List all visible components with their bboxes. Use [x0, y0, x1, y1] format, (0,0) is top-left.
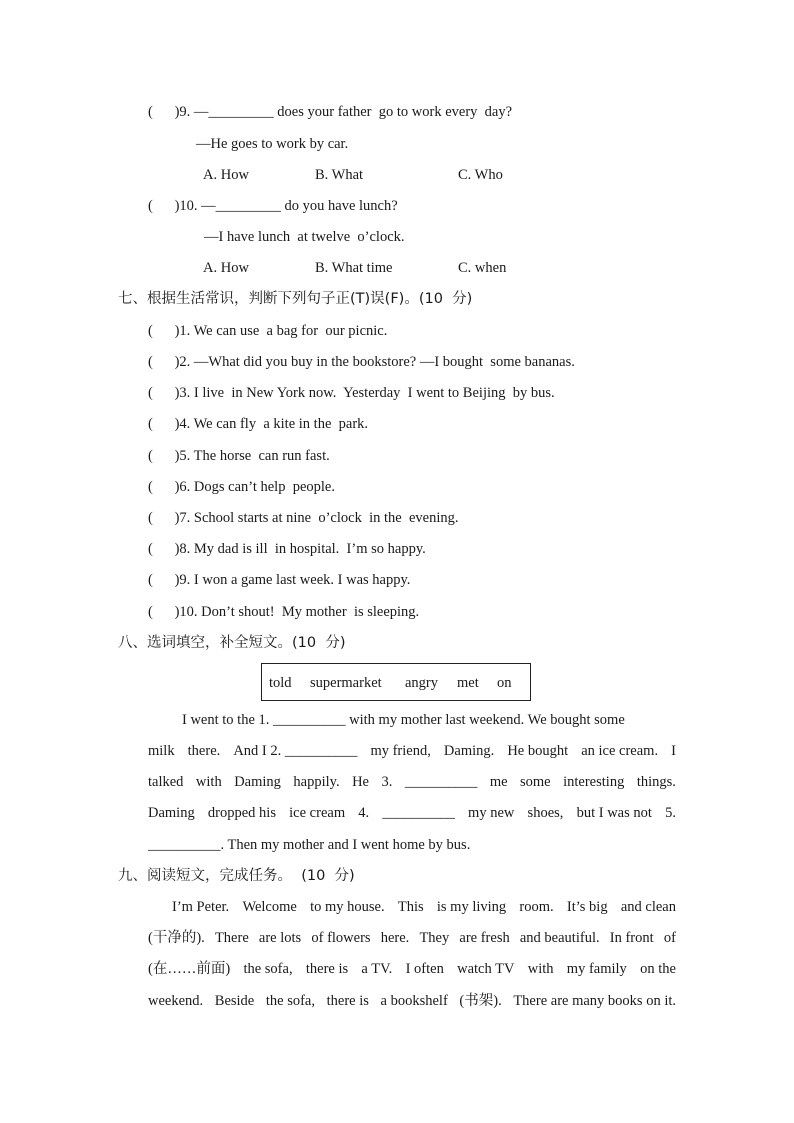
word-bank-word: on — [497, 675, 512, 691]
judgement-item-10: ( )10. Don’t shout! My mother is sleeping. — [148, 604, 420, 620]
question-10-option-b: B. What time — [315, 260, 393, 276]
judgement-item-1: ( )1. We can use a bag for our picnic. — [148, 323, 388, 339]
section-8-heading: 八、选词填空，补全短文。(10 分) — [118, 635, 346, 651]
passage-9-line-3: (在……前面) the sofa, there is a TV. I often watch TV with my family on the — [148, 961, 676, 977]
word-bank-word: met — [457, 675, 479, 691]
judgement-item-3: ( )3. I live in New York now. Yesterday I went to Beijing by bus. — [148, 385, 555, 401]
passage-9-line-2: (干净的). There are lots of flowers here. They are fresh and beautiful. In front of — [148, 930, 676, 946]
question-10-stem: ( )10. —_________ do you have lunch? — [148, 198, 398, 214]
word-bank-box — [261, 663, 531, 701]
question-9-stem: ( )9. —_________ does your father go to work every day? — [148, 104, 513, 120]
question-9-option-b: B. What — [315, 167, 364, 183]
judgement-item-7: ( )7. School starts at nine o’clock in the evening. — [148, 510, 459, 526]
question-9-answer: —He goes to work by car. — [196, 136, 349, 152]
passage-9-line-1: I’m Peter. Welcome to my house. This is my living room. It’s big and clean — [172, 899, 676, 915]
word-bank-word: told — [269, 675, 292, 691]
passage-8-line-4: Daming dropped his ice cream 4. __________ my new shoes, but I was not 5. — [148, 805, 676, 821]
question-9-option-a: A. How — [203, 167, 249, 183]
question-9-option-c: C. Who — [458, 167, 503, 183]
word-bank-word: supermarket — [310, 675, 382, 691]
judgement-item-9: ( )9. I won a game last week. I was happy. — [148, 572, 411, 588]
question-10-option-c: C. when — [458, 260, 507, 276]
judgement-item-5: ( )5. The horse can run fast. — [148, 448, 330, 464]
question-10-option-a: A. How — [203, 260, 249, 276]
section-7-heading: 七、根据生活常识，判断下列句子正(T)误(F)。(10 分) — [118, 291, 473, 307]
question-10-answer: —I have lunch at twelve o’clock. — [204, 229, 405, 245]
passage-8-line-2: milk there. And I 2. __________ my friend, Daming. He bought an ice cream. I — [148, 743, 676, 759]
judgement-item-8: ( )8. My dad is ill in hospital. I’m so happy. — [148, 541, 426, 557]
judgement-item-6: ( )6. Dogs can’t help people. — [148, 479, 335, 495]
judgement-item-2: ( )2. —What did you buy in the bookstore? —I bought some bananas. — [148, 354, 575, 370]
section-9-heading: 九、阅读短文，完成任务。 (10 分) — [118, 868, 355, 884]
passage-8-line-5: __________. Then my mother and I went home by bus. — [148, 837, 471, 853]
passage-8-line-3: talked with Daming happily. He 3. __________ me some interesting things. — [148, 774, 676, 790]
word-bank-word: angry — [405, 675, 439, 691]
passage-8-line-1: I went to the 1. __________ with my mother last weekend. We bought some — [182, 712, 625, 728]
judgement-item-4: ( )4. We can fly a kite in the park. — [148, 416, 369, 432]
passage-9-line-4: weekend. Beside the sofa, there is a bookshelf (书架). There are many books on it. — [148, 993, 676, 1009]
